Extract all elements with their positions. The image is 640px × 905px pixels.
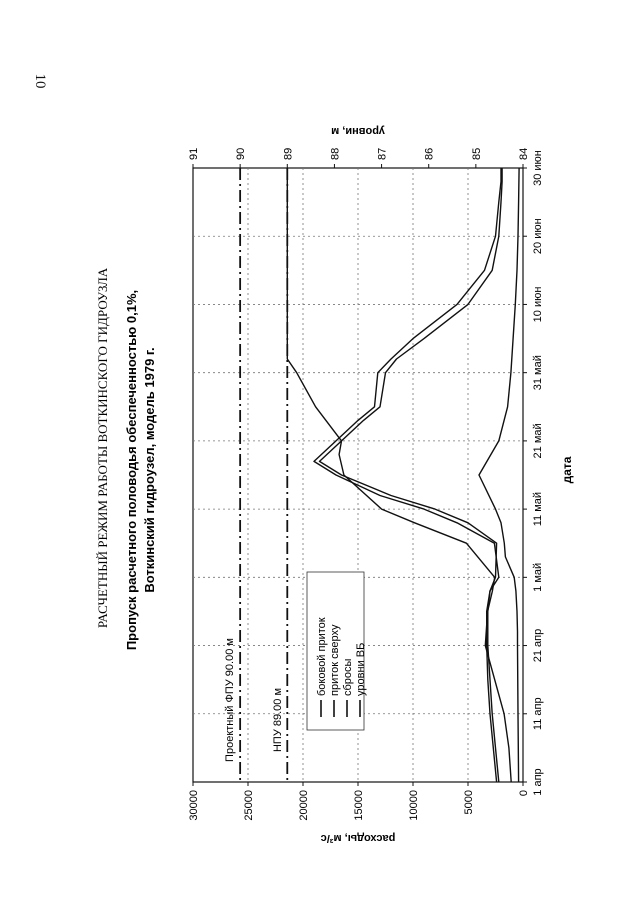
page-number: 10 — [32, 73, 48, 89]
y-right-tick-label: 86 — [423, 147, 436, 160]
y-left-tick-label: 15000 — [353, 790, 365, 821]
legend-entry-label: боковой приток — [316, 617, 328, 696]
y-right-tick-label: 85 — [470, 147, 483, 160]
section-title: РАСЧЕТНЫЙ РЕЖИМ РАБОТЫ ВОТКИНСКОГО ГИДРОУЗЛА — [95, 267, 110, 629]
y-right-tick-label: 84 — [518, 147, 530, 160]
x-tick-label: 1 май — [532, 562, 544, 592]
chart-title-line2: Воткинский гидроузел, модель 1979 г. — [142, 347, 157, 593]
y-right-tick-label: 87 — [376, 147, 389, 160]
x-tick-label: 10 июн — [532, 286, 544, 323]
x-axis-label: дата — [560, 456, 574, 484]
x-tick-label: 21 май — [532, 423, 544, 459]
x-tick-label: 30 июн — [532, 150, 544, 186]
y-left-tick-label: 30000 — [188, 790, 200, 821]
x-tick-label: 20 июн — [532, 218, 544, 255]
y-right-tick-label: 89 — [282, 147, 295, 160]
series-line-0 — [479, 168, 519, 782]
y-left-tick-label: 0 — [518, 790, 530, 797]
y-left-tick-label: 25000 — [243, 790, 255, 821]
y-left-tick-label: 10000 — [408, 790, 420, 821]
y-left-tick-label: 5000 — [463, 790, 475, 815]
y-axis-left-label: расходы, м³/с — [320, 832, 396, 844]
legend-entry-label: приток сверху — [329, 624, 341, 696]
x-tick-label: 21 апр — [532, 628, 544, 663]
fpu-label: Проектный ФПУ 90.00 м — [224, 638, 236, 762]
y-right-tick-label: 88 — [329, 147, 342, 160]
legend-entry-label: сбросы — [342, 658, 354, 696]
x-tick-label: 31 май — [532, 355, 544, 391]
legend-entry-label: уровни ВБ — [355, 642, 367, 696]
x-tick-label: 11 май — [532, 491, 544, 527]
npu-label: НПУ 89.00 м — [272, 687, 284, 753]
chart-title-line1: Пропуск расчетного половодья обеспеченностью 0,1%, — [124, 289, 139, 651]
y-right-tick-label: 91 — [188, 147, 200, 160]
y-right-tick-label: 90 — [235, 147, 248, 160]
x-tick-label: 11 апр — [532, 697, 544, 731]
y-axis-right-label: уровни, м — [331, 125, 385, 137]
y-left-tick-label: 20000 — [298, 790, 310, 821]
x-tick-label: 1 апр — [532, 768, 544, 796]
legend — [307, 572, 367, 730]
